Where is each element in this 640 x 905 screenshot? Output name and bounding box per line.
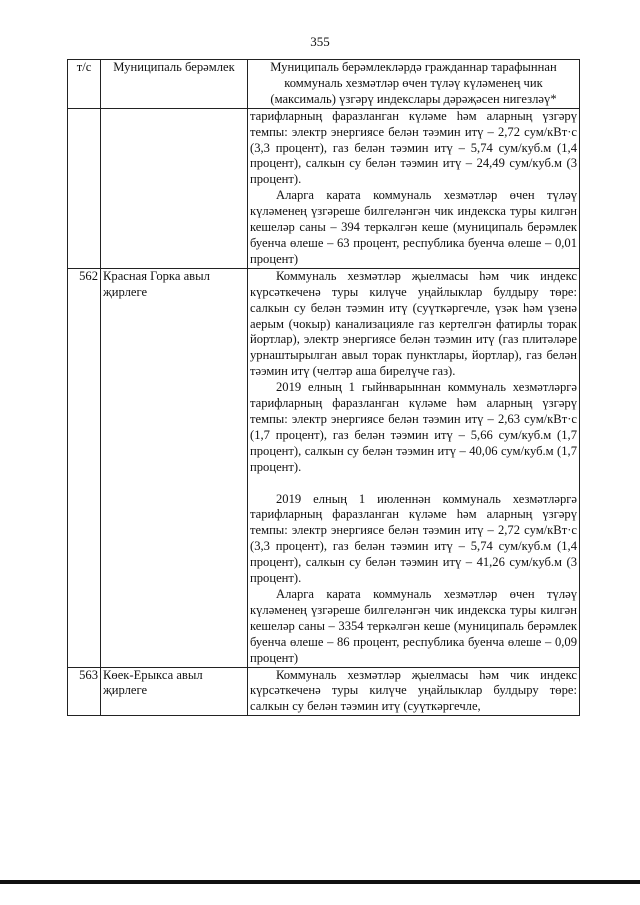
index-description bbox=[248, 268, 580, 667]
description-paragraph: Коммуналь хезмәтләр җыелмасы һәм чик индекс күрсәткеченә туры килүче уңайлыклар булдыру төре: салкын су белән тәэмин итү (суүткәргечле, bbox=[250, 667, 577, 714]
municipality-name bbox=[101, 108, 248, 268]
description-paragraph: Коммуналь хезмәтләр җыелмасы һәм чик индекс күрсәткеченә туры килүче уңайлыклар булдыру төре: салкын су белән тәэмин итү (суүткәргечле, үзәк һәм үзенә аерым (чокыр) канализацияле газ кертелгән фатирлы торак йортлар), электр энергиясе белән тәэмин итү (газ плитәләре урнаштырылган авыл торак пунктлары, йортлар), газ белән тәэмин итү (челтәр аша бирелүче газ). bbox=[250, 268, 577, 379]
header-index-justification: Муниципаль берәмлекләрдә гражданнар тарафыннан коммуналь хезмәтләр өчен түләү күләменең чик (максималь) үзгәрү индекслары дәрәҗәсен нигезләү* bbox=[248, 60, 580, 109]
row-number: 563 bbox=[68, 667, 101, 716]
header-municipality: Муниципаль берәмлек bbox=[101, 60, 248, 109]
description-paragraph: тарифларның фаразланган күләме һәм аларның үзгәрү темпы: электр энергиясе белән тәэмин итү – 2,72 сум/кВт·с (3,3 процент), газ белән тәэмин итү – 5,74 сум/куб.м (1,4 процент), салкын су белән тәэмин итү – 24,49 сум/куб.м (3 процент). bbox=[250, 108, 577, 187]
description-paragraph: 2019 елның 1 июленнән коммуналь хезмәтләргә тарифларның фаразланган күләме һәм аларның үзгәрү темпы: электр энергиясе белән тәэмин итү – 2,72 сум/кВт·с (3,3 процент), газ белән тәэмин итү – 5,74 сум/куб.м (1,4 процент), салкын су белән тәэмин итү – 41,26 сум/куб.м (3 процент). bbox=[250, 491, 577, 586]
table-row bbox=[68, 108, 580, 268]
description-paragraph: Аларга карата коммуналь хезмәтләр өчен түләү күләменең үзгәреше билгеләнгән чик индекска туры килгән кешеләр саны – 394 теркәлгән кеше (муниципаль берәмлек буенча өлеше – 63 процент, республика буенча өлеше – 0,01 процент) bbox=[250, 188, 577, 266]
scan-bottom-edge bbox=[0, 880, 640, 884]
paragraph-gap bbox=[250, 476, 577, 492]
header-number: т/с bbox=[68, 60, 101, 109]
table-row bbox=[68, 268, 580, 667]
table-header-row bbox=[68, 60, 580, 109]
municipality-name: Көек-Ерыкса авыл җирлеге bbox=[101, 667, 248, 716]
table-row bbox=[68, 667, 580, 716]
description-paragraph: 2019 елның 1 гыйнварыннан коммуналь хезмәтләргә тарифларның фаразланган күләме һәм аларның үзгәрү темпы: электр энергиясе белән тәэмин итү – 2,63 сум/кВт·с (1,7 процент), газ белән тәэмин итү – 5,66 сум/куб.м (1,7 процент), салкын су белән тәэмин итү – 40,06 сум/куб.м (1,7 процент). bbox=[250, 380, 577, 474]
index-description bbox=[248, 667, 580, 716]
description-paragraph: Аларга карата коммуналь хезмәтләр өчен түләү күләменең үзгәреше билгеләнгән чик индекска туры килгән кешеләр саны – 3354 теркәлгән кеше (муниципаль берәмлек буенча өлеше – 86 процент, республика буенча өлеше – 0,09 процент) bbox=[250, 587, 577, 665]
row-number bbox=[68, 108, 101, 268]
index-description bbox=[248, 108, 580, 268]
indices-table bbox=[67, 59, 580, 716]
table-body bbox=[68, 108, 580, 716]
row-number: 562 bbox=[68, 268, 101, 667]
municipality-name: Красная Горка авыл җирлеге bbox=[101, 268, 248, 667]
page-number: 355 bbox=[310, 34, 330, 49]
